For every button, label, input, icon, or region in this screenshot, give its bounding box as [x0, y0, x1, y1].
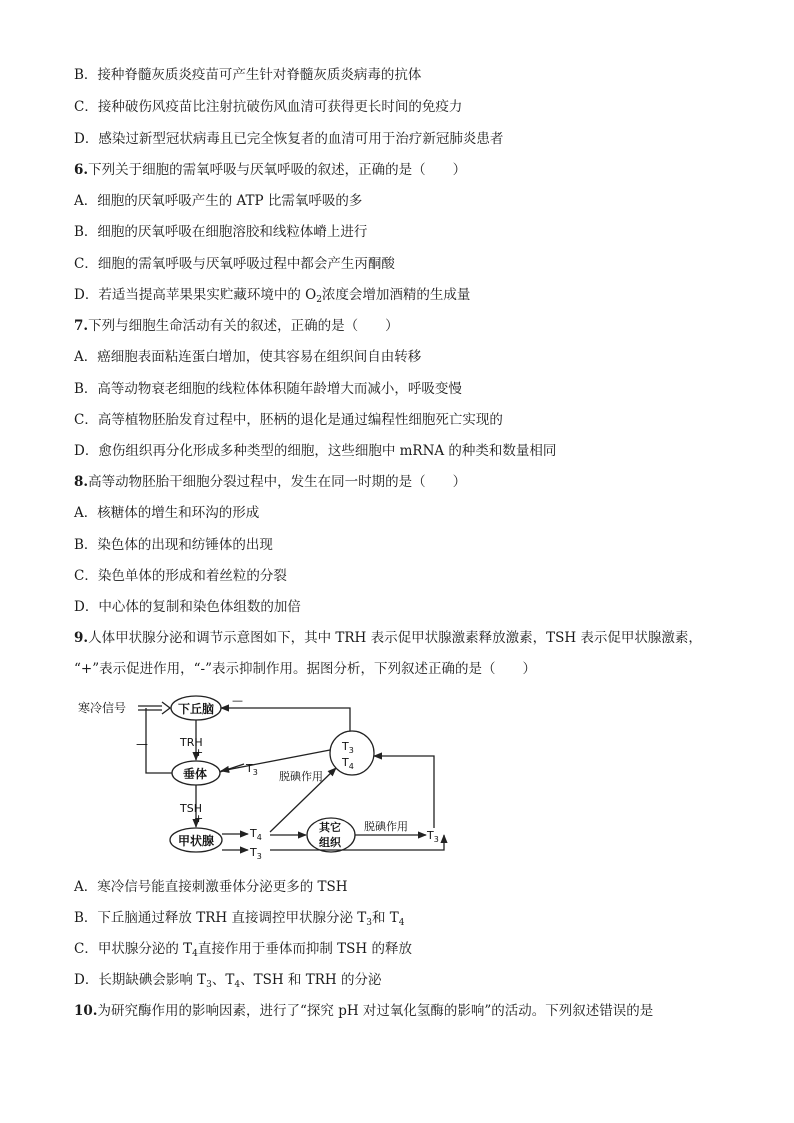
q6-number: 6.	[74, 162, 89, 178]
top-loop-minus: —	[232, 694, 243, 707]
q8-number: 8.	[74, 474, 89, 490]
deiodination-label-1: 脱碘作用	[279, 770, 323, 783]
q9-d-text-1: D．长期缺碘会影响 T	[74, 972, 207, 988]
q7-stem	[74, 317, 754, 335]
thyroid-t3-text: T	[250, 846, 257, 859]
trh-label: TRH	[180, 736, 203, 749]
q9-option-d	[74, 971, 754, 989]
q7-option-b: B．高等动物衰老细胞的线粒体体积随年龄增大而减小，呼吸变慢	[74, 381, 462, 397]
q9-stem-line-1	[74, 629, 754, 647]
q8-option-b: B．染色体的出现和纺锤体的出现	[74, 537, 273, 553]
circle-t3-label	[341, 740, 354, 755]
right-t3-sub: 3	[433, 835, 439, 844]
q10-stem	[74, 1002, 754, 1020]
q7-option-c: C．高等植物胚胎发育过程中，胚柄的退化是通过编程性细胞死亡实现的	[74, 412, 503, 428]
circle-t4-text: T	[342, 756, 349, 769]
thyroid-regulation-diagram	[74, 688, 454, 866]
pituitary-minus: -	[228, 762, 232, 775]
q6-d-sub: 2	[316, 295, 322, 305]
thyroid-t4-label	[249, 827, 262, 842]
q5-option-d: D．感染过新型冠状病毒且已完全恢复者的血清可用于治疗新冠肺炎患者	[74, 131, 504, 147]
q6-stem-text: 下列关于细胞的需氧呼吸与厌氧呼吸的叙述，正确的是（ ）	[88, 162, 467, 178]
q6-option-d	[74, 286, 754, 304]
q5-option-b: B．接种脊髓灰质炎疫苗可产生针对脊髓灰质炎病毒的抗体	[74, 67, 422, 83]
q9-b-sub-2: 4	[398, 918, 405, 928]
thyroid-t4-sub: 4	[256, 833, 262, 842]
trh-plus: +	[194, 746, 204, 759]
q6-option-a: A．细胞的厌氧呼吸产生的 ATP 比需氧呼吸的多	[74, 193, 363, 209]
right-t3-text: T	[427, 829, 434, 842]
deiodination-label-2: 脱碘作用	[364, 820, 408, 833]
thyroid-t3-sub: 3	[256, 852, 262, 861]
q10-stem-text: 为研究酶作用的影响因素，进行了“探究 pH 对过氧化氢酶的影响”的活动。下列叙述错误的是	[97, 1003, 654, 1019]
q9-c-text-1: C．甲状腺分泌的 T	[74, 941, 193, 957]
q7-stem-text: 下列与细胞生命活动有关的叙述，正确的是（ ）	[88, 318, 399, 334]
q9-stem-text-1: 人体甲状腺分泌和调节示意图如下，其中 TRH 表示促甲状腺激素释放激素，TSH 表示促甲状腺激素，	[88, 630, 702, 646]
q9-stem-line-2: “+”表示促进作用，“-”表示抑制作用。据图分析，下列叙述正确的是（ ）	[74, 661, 536, 677]
q8-option-d: D．中心体的复制和染色体组数的加倍	[74, 599, 301, 615]
tsh-plus: +	[194, 812, 204, 825]
q9-d-text-2: 、T	[211, 972, 235, 988]
circle-t4-sub: 4	[348, 762, 354, 771]
q7-number: 7.	[74, 318, 89, 334]
other-tissue-label-2: 组织	[319, 836, 341, 849]
q9-b-text-1: B．下丘脑通过释放 TRH 直接调控甲状腺分泌 T	[74, 910, 367, 926]
q6-option-c: C．细胞的需氧呼吸与厌氧呼吸过程中都会产生丙酮酸	[74, 256, 395, 272]
q8-stem-text: 高等动物胚胎干细胞分裂过程中，发生在同一时期的是（ ）	[88, 474, 467, 490]
other-tissue-label-1: 其它	[319, 821, 341, 834]
q5-option-c: C．接种破伤风疫苗比注射抗破伤风血清可获得更长时间的免疫力	[74, 99, 463, 115]
q8-stem	[74, 473, 754, 491]
circle-t3-sub: 3	[348, 746, 354, 755]
circle-t4-label	[341, 756, 354, 771]
q6-d-text-2: 浓度会增加酒精的生成量	[321, 287, 471, 303]
q6-option-b: B．细胞的厌氧呼吸在细胞溶胶和线粒体嵴上进行	[74, 224, 368, 240]
q10-number: 10.	[74, 1003, 98, 1019]
circle-t3-text: T	[342, 740, 349, 753]
q9-c-text-2: 直接作用于垂体而抑制 TSH 的释放	[197, 941, 412, 957]
hypothalamus-label: 下丘脑	[178, 702, 215, 716]
q6-d-text-1: D．若适当提高苹果果实贮藏环境中的 O	[74, 287, 317, 303]
q9-d-sub-2: 4	[234, 980, 241, 990]
t3-text: T	[246, 762, 253, 775]
q9-b-sub-1: 3	[366, 918, 372, 928]
t3-sub: 3	[252, 768, 258, 777]
pituitary-label: 垂体	[183, 767, 208, 781]
q9-c-sub: 4	[192, 949, 198, 959]
q8-option-a: A．核糖体的增生和环沟的形成	[74, 505, 260, 521]
q6-stem	[74, 161, 754, 179]
left-loop-minus: —	[136, 737, 148, 751]
cold-signal-label: 寒冷信号	[78, 701, 127, 715]
q9-option-a: A．寒冷信号能直接刺激垂体分泌更多的 TSH	[74, 879, 348, 895]
q9-option-c	[74, 940, 754, 958]
tsh-label: TSH	[180, 802, 202, 815]
thyroid-label: 甲状腺	[178, 834, 215, 848]
right-t3-label	[426, 829, 439, 844]
q9-d-text-3: 、TSH 和 TRH 的分泌	[240, 972, 382, 988]
q9-number: 9.	[74, 630, 89, 646]
q9-d-sub-1: 3	[206, 980, 212, 990]
thyroid-t4-text: T	[250, 827, 257, 840]
q7-option-a: A．癌细胞表面粘连蛋白增加，使其容易在组织间自由转移	[74, 349, 422, 365]
q9-b-text-2: 和 T	[371, 910, 399, 926]
q8-option-c: C．染色单体的形成和着丝粒的分裂	[74, 568, 287, 584]
q9-option-b	[74, 909, 754, 927]
thyroid-t3-label	[249, 846, 262, 861]
q7-option-d: D．愈伤组织再分化形成多种类型的细胞，这些细胞中 mRNA 的种类和数量相同	[74, 443, 557, 459]
